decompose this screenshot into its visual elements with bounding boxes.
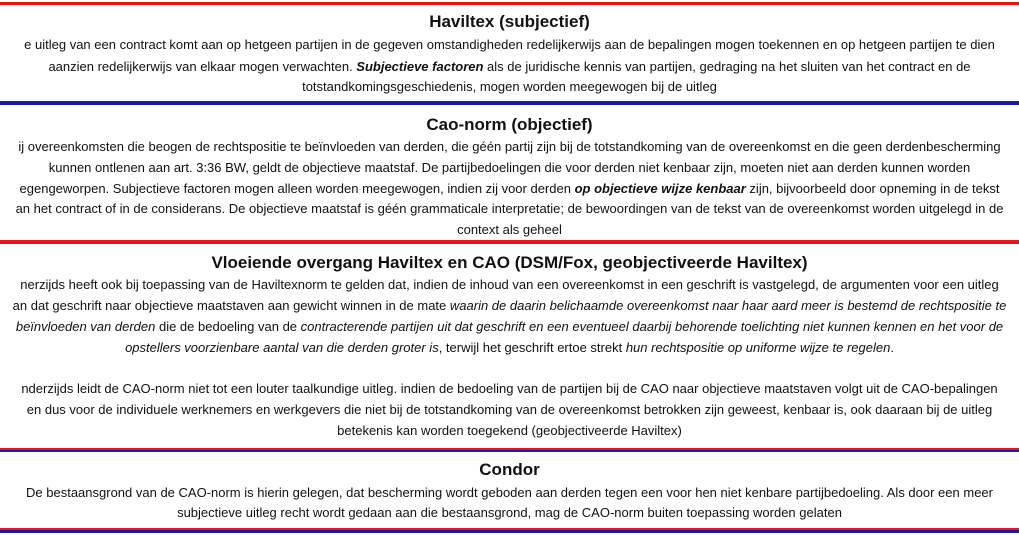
- condor-title: Condor: [479, 460, 540, 479]
- haviltex-line-2c: als de juridische kennis van partijen, gedraging na het sluiten van het contract en de: [483, 59, 971, 74]
- haviltex-line-2b: Subjectieve factoren: [356, 59, 484, 74]
- cao-norm-title: Cao-norm (objectief): [426, 115, 593, 134]
- overgang-p1-line-4d: .: [890, 340, 894, 355]
- cao-line-3a: egengeworpen. Subjectieve factoren mogen alleen worden meegewogen, indien zij voor derden: [19, 181, 575, 196]
- haviltex-line-3: totstandkomingsgeschiedenis, mogen worden meegewogen bij de uitleg: [302, 79, 717, 94]
- haviltex-title: Haviltex (subjectief): [429, 12, 590, 31]
- overgang-p1-line-3b: die de bedoeling van de: [155, 319, 301, 334]
- blue-rule-1: [0, 101, 1019, 105]
- overgang-p1-line-4a: opstellers voorzienbare aantal van die derden groter is: [125, 340, 439, 355]
- top-red-rule: [0, 2, 1019, 5]
- overgang-p1-line-4b: , terwijl het geschrift ertoe strekt: [438, 340, 626, 355]
- overgang-p2-line-2: en dus voor de individuele werknemers en werkgevers die niet bij de totstandkoming van de overeenkomst betrokken zijn geweest, kenbaar is, ook daaraan bij de uitleg: [26, 402, 993, 417]
- overgang-p1-line-4c: hun rechtspositie op uniforme wijze te regelen: [625, 340, 891, 355]
- overgang-p2-line-3: betekenis kan worden toegekend (geobjectiveerde Haviltex): [337, 423, 682, 438]
- cao-line-4: an het contract of in de considerans. De objectieve maatstaf is géén grammaticale interpretatie; de bewoordingen van de tekst van de overeenkomst worden uitgelegd in de: [15, 201, 1004, 216]
- overgang-p1-line-2: [0, 298, 1019, 314]
- condor-line-2: subjectieve uitleg recht wordt gedaan aan die bestaansgrond, mag de CAO-norm buiten toepassing worden gelaten: [177, 505, 842, 520]
- cao-line-3b: op objectieve wijze kenbaar: [574, 181, 746, 196]
- cao-line-1: ij overeenkomsten die beogen de rechtspositie te beïnvloeden van derden, die géén partij zijn bij de totstandkoming van de overeenkomst en die geen derdenbescherming: [18, 139, 1001, 154]
- condor-line-1: De bestaansgrond van de CAO-norm is hierin gelegen, dat bescherming wordt geboden aan derden tegen een voor hen niet kenbare partijbedoeling. Als door een meer: [26, 485, 993, 500]
- cao-line-3c: zijn, bijvoorbeeld door opneming in de tekst: [745, 181, 1000, 196]
- cao-line-5: context als geheel: [457, 222, 562, 237]
- haviltex-line-2: [0, 59, 1019, 75]
- overgang-p2-line-1: nderzijds leidt de CAO-norm niet tot een louter taalkundige uitleg. indien de bedoeling van de partijen bij de CAO naar objectieve maatstaven volgt uit de CAO-bepalingen: [21, 381, 998, 396]
- overgang-p1-line-3a: beïnvloeden van derden: [15, 319, 156, 334]
- cao-line-2: kunnen ontlenen aan art. 3:36 BW, geldt de objectieve maatstaf. De partijbedoelingen die voor derden niet kenbaar zijn, moeten niet aan derden kunnen worden: [48, 160, 971, 175]
- overgang-p1-line-3: [0, 319, 1019, 335]
- red-rule-1: [0, 240, 1019, 244]
- overgang-p1-line-1: nerzijds heeft ook bij toepassing van de Haviltexnorm te gelden dat, indien de inhoud van een overeenkomst in een geschrift is vastgelegd, de argumenten voor een uitleg: [20, 277, 999, 292]
- haviltex-line-1: e uitleg van een contract komt aan op hetgeen partijen in de gegeven omstandigheden redelijkerwijs aan de bepalingen mogen toekennen en op hetgeen partijen te dien: [24, 37, 995, 52]
- overgang-p1-line-3c: contracterende partijen uit dat geschrift en een eventueel daarbij behorende toelichting niet kunnen kennen en het voor de: [300, 319, 1004, 334]
- overgang-p1-line-2a: an dat geschrift naar objectieve maatstaven aan gewicht winnen in de mate: [12, 298, 450, 313]
- cao-line-3: [0, 181, 1019, 197]
- blue-rule-bottom: [0, 530, 1019, 533]
- overgang-p1-line-2b: waarin de daarin belichaamde overeenkomst naar haar aard meer is bestemd de rechtspositie te: [449, 298, 1007, 313]
- haviltex-line-2a: aanzien redelijkerwijs van elkaar mogen verwachten.: [48, 59, 357, 74]
- overgang-title: Vloeiende overgang Haviltex en CAO (DSM/Fox, geobjectiveerde Haviltex): [211, 253, 808, 272]
- blue-rule-2: [0, 450, 1019, 452]
- overgang-p1-line-4: [0, 340, 1019, 356]
